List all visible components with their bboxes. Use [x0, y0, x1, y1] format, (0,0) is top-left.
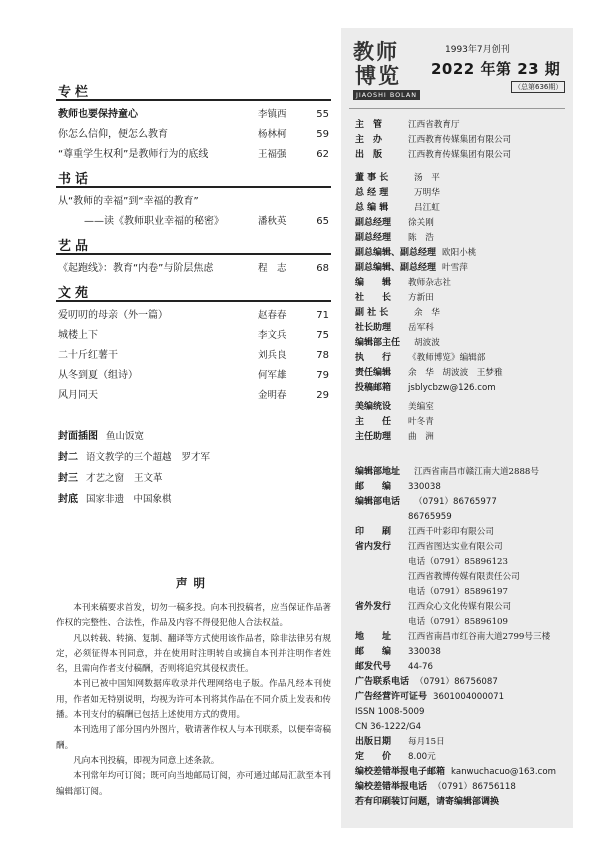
info-row: [355, 201, 570, 216]
cover-credit-name: 王文革: [134, 473, 163, 484]
cover-key: 封三: [58, 473, 78, 484]
info-value: 江西千叶彩印有限公司: [408, 527, 494, 537]
info-value: 美编室: [408, 402, 434, 412]
info-label: 副总经理: [355, 218, 392, 228]
info-value: 江西省教博传媒有限责任公司: [408, 572, 520, 582]
info-row: [355, 351, 570, 366]
info-row: [355, 430, 570, 445]
article-page: 29: [316, 390, 329, 401]
info-row: [355, 118, 570, 133]
info-row: [355, 133, 570, 148]
logo-line-1: 教师: [353, 40, 399, 64]
info-row: [355, 465, 570, 480]
section-heading: [56, 169, 331, 185]
info-row: [355, 381, 570, 396]
info-label: 邮 编: [355, 647, 392, 657]
table-of-contents: [56, 80, 331, 510]
info-value: 陈 浩: [408, 233, 434, 243]
section-heading: [56, 236, 331, 252]
cover-credit-row: [56, 447, 331, 468]
toc-entry[interactable]: [56, 212, 331, 232]
article-title: 爱叨叨的母亲（外一篇）: [58, 310, 168, 321]
article-title: ——读《教师职业幸福的秘密》: [84, 216, 224, 227]
section-heading: [56, 283, 331, 299]
info-label: 主 办: [355, 135, 383, 145]
info-value: 江西教育传媒集团有限公司: [408, 135, 512, 145]
info-value: 330038: [408, 482, 441, 492]
toc-entry[interactable]: [56, 125, 331, 145]
article-page: 68: [316, 263, 329, 274]
info-value: 胡波波: [414, 338, 440, 348]
info-label: 编校差错举报电话: [355, 782, 428, 792]
info-value: 汤 平: [414, 173, 440, 183]
cover-credit-row: [56, 468, 331, 489]
article-page: 55: [316, 109, 329, 120]
section-title: 书话: [58, 171, 93, 187]
info-row: [355, 660, 570, 675]
info-row: [355, 400, 570, 415]
article-title: 《起跑线》：教育“内卷”与阶层焦虑: [58, 263, 214, 274]
info-row: [355, 306, 570, 321]
info-label: 广告联系电话: [355, 677, 410, 687]
total-issue: （总第636期）: [511, 81, 565, 93]
article-title: 教师也要保持童心: [58, 109, 138, 120]
info-label: 编辑部主任: [355, 338, 401, 348]
info-value: 余 华: [414, 308, 440, 318]
info-row: [355, 276, 570, 291]
info-label: 省外发行: [355, 602, 392, 612]
article-author: 李镇西: [258, 109, 287, 120]
info-row: [355, 690, 570, 705]
info-value: 曲 洲: [408, 432, 434, 442]
info-value: 3601004000071: [433, 692, 505, 702]
info-row: [355, 216, 570, 231]
cover-credits: [56, 426, 331, 510]
info-row: [355, 735, 570, 750]
info-value: 江西省南昌市赣江南大道2888号: [414, 467, 539, 477]
info-value: 江西省图达实业有限公司: [408, 542, 503, 552]
info-value: jsblycbzw@126.com: [408, 383, 496, 393]
info-value: （0791）86765977: [414, 497, 497, 507]
cover-value: 鱼山饭宽: [106, 431, 145, 442]
info-label: 出版日期: [355, 737, 392, 747]
declaration-paragraph: 本刊选用了部分国内外图片，敬请著作权人与本刊联系，以便奉寄稿酬。: [56, 725, 332, 751]
info-label: 总 编 辑: [355, 203, 389, 213]
info-label: 社长助理: [355, 323, 392, 333]
info-value: 电话（0791）85896109: [408, 617, 508, 627]
info-row: [355, 645, 570, 660]
info-row: [355, 321, 570, 336]
info-row: [355, 525, 570, 540]
info-label: 副总编辑、副总经理: [355, 248, 437, 258]
cover-value: 语文教学的三个超越: [86, 452, 172, 463]
article-author: 赵春春: [258, 310, 287, 321]
article-page: 65: [316, 216, 329, 227]
article-page: 59: [316, 129, 329, 140]
article-author: 潘秋英: [258, 216, 287, 227]
info-value: 徐关刚: [408, 218, 434, 228]
logo-english: JIAOSHI BOLAN: [353, 90, 420, 100]
section-rule: [56, 253, 331, 255]
info-label: 省内发行: [355, 542, 392, 552]
info-label: 定 价: [355, 752, 392, 762]
banner-divider: [349, 108, 565, 109]
info-row: [355, 555, 570, 570]
article-title: 二十斤红薯干: [58, 350, 118, 361]
declaration-title: 声明: [176, 576, 211, 590]
info-label: 主 任: [355, 417, 392, 427]
info-label: 编 辑: [355, 278, 392, 288]
info-label: 邮发代号: [355, 662, 392, 672]
masthead-panel: [341, 28, 573, 828]
toc-entry[interactable]: [56, 386, 331, 406]
info-row: [355, 495, 570, 510]
info-text: ISSN 1008-5009: [355, 707, 425, 717]
info-row: [355, 415, 570, 430]
info-group: [355, 171, 570, 276]
info-value: （0791）86756118: [433, 782, 516, 792]
cover-key: 封底: [58, 494, 78, 505]
declaration-paragraph: 本刊来稿要求首发，切勿一稿多投。向本刊投稿者，应当保证作品著作权的完整性、合法性，作品及内容不得侵犯他人合法权益。: [56, 603, 332, 629]
article-title: 你怎么信仰，便怎么教育: [58, 129, 168, 140]
info-value: 44-76: [408, 662, 433, 672]
info-value: 岳军科: [408, 323, 434, 333]
info-group: [355, 118, 570, 163]
cover-key: 封面插图: [58, 431, 98, 442]
toc-entry[interactable]: [56, 145, 331, 165]
info-row: [355, 186, 570, 201]
info-label: 主任助理: [355, 432, 392, 442]
info-label: 投稿邮箱: [355, 383, 392, 393]
info-value: 每月15日: [408, 737, 445, 747]
info-label: 邮 编: [355, 482, 392, 492]
article-title: 从冬到夏（组诗）: [58, 370, 138, 381]
info-row: [355, 148, 570, 163]
info-row: [355, 570, 570, 585]
info-label: 广告经营许可证号: [355, 692, 428, 702]
declaration-paragraph: 本刊常年均可订阅；既可向当地邮局订阅，亦可通过邮局汇款至本刊编辑部订阅。: [56, 771, 332, 797]
magazine-logo: [353, 40, 423, 106]
section-rule: [56, 300, 331, 302]
info-value: kanwuchacuo@163.com: [451, 767, 556, 777]
info-value: 欧阳小桃: [442, 248, 477, 258]
cover-value: 才艺之窗: [86, 473, 125, 484]
toc-entry[interactable]: [56, 306, 331, 326]
info-label: 出 版: [355, 150, 383, 160]
info-label: 副 社 长: [355, 308, 389, 318]
info-row: [355, 510, 570, 525]
info-row: [355, 600, 570, 615]
article-page: 62: [316, 149, 329, 160]
info-row: [355, 246, 570, 261]
info-row: [355, 366, 570, 381]
article-page: 71: [316, 310, 329, 321]
info-row: [355, 780, 570, 795]
info-value: 叶雪萍: [442, 263, 468, 273]
article-title: 风月同天: [58, 390, 98, 401]
info-label: 美编统设: [355, 402, 392, 412]
info-value: 万明华: [414, 188, 440, 198]
section-title: 艺品: [58, 238, 93, 254]
info-label: 主 管: [355, 120, 383, 130]
info-value: 330038: [408, 647, 441, 657]
article-author: 金明春: [258, 390, 287, 401]
article-title: 从“教师的幸福”到“幸福的教育”: [58, 196, 199, 207]
info-label: 印 刷: [355, 527, 392, 537]
info-value: 方新田: [408, 293, 434, 303]
article-page: 78: [316, 350, 329, 361]
info-label: 执 行: [355, 353, 392, 363]
info-label: 董 事 长: [355, 173, 389, 183]
info-text: CN 36-1222/G4: [355, 722, 422, 732]
article-title: 城楼上下: [58, 330, 98, 341]
info-label: 副总经理: [355, 233, 392, 243]
declaration-paragraph: 凡向本刊投稿，即视为同意上述条款。: [73, 755, 220, 766]
info-value: 江西省南昌市红谷南大道2799号三楼: [408, 632, 551, 642]
info-row: [355, 171, 570, 186]
declaration-body: [56, 601, 331, 800]
info-value: 叶冬青: [408, 417, 434, 427]
info-text: 若有印刷装订问题，请寄编辑部调换: [355, 797, 500, 807]
info-group: [355, 276, 570, 396]
cover-credit-row: [56, 489, 331, 510]
info-label: 社 长: [355, 293, 392, 303]
cover-key: 封二: [58, 452, 78, 463]
info-value: 电话（0791）85896123: [408, 557, 508, 567]
info-label: 编校差错举报电子邮箱: [355, 767, 446, 777]
article-page: 79: [316, 370, 329, 381]
info-row: [355, 705, 570, 720]
article-author: 刘兵良: [258, 350, 287, 361]
info-row: [355, 480, 570, 495]
info-row: [355, 675, 570, 690]
info-value: 吕江虹: [414, 203, 440, 213]
info-value: 8.00元: [408, 752, 436, 762]
info-row: [355, 720, 570, 735]
info-row: [355, 630, 570, 645]
founded-date: 1993年7月创刊: [445, 45, 510, 55]
article-page: 75: [316, 330, 329, 341]
info-value: 教师杂志社: [408, 278, 451, 288]
info-value: 《教师博览》编辑部: [408, 353, 486, 363]
toc-entry[interactable]: [56, 346, 331, 366]
declaration-paragraph: 凡以转载、转摘、复制、翻译等方式使用该作品者，除非法律另有规定，必须征得本刊同意，并在使用时注明转自或摘自本刊并注明作者姓名，且需向作者支付稿酬，否则将追究其侵权责任。: [56, 633, 332, 675]
article-author: 何军雄: [258, 370, 287, 381]
section-title: 专栏: [58, 84, 93, 100]
toc-entry[interactable]: [56, 259, 331, 279]
info-row: [355, 231, 570, 246]
info-label: 编辑部地址: [355, 467, 401, 477]
info-label: 地 址: [355, 632, 392, 642]
info-label: 责任编辑: [355, 368, 392, 378]
masthead-banner: [349, 38, 565, 108]
info-group: [355, 400, 570, 445]
info-value: 86765959: [408, 512, 452, 522]
info-row: [355, 540, 570, 555]
info-row: [355, 261, 570, 276]
article-author: 程 志: [258, 263, 287, 274]
info-group: [355, 465, 570, 810]
cover-credit-name: 罗才军: [181, 452, 211, 463]
toc-entry[interactable]: [56, 192, 331, 212]
info-value: 江西教育传媒集团有限公司: [408, 150, 512, 160]
info-row: [355, 336, 570, 351]
declaration-paragraph: 本刊已被中国知网数据库收录并代理网络电子版。作品凡经本刊使用，作者如无特别说明，均视为许可本刊将其作品在不同介质上发表和传播。本刊支付的稿酬已包括上述使用方式的费用。: [56, 679, 332, 721]
info-value: 余 华 胡波波 王梦雅: [408, 368, 503, 378]
info-label: 编辑部电话: [355, 497, 401, 507]
toc-entry[interactable]: [56, 105, 331, 125]
info-row: [355, 291, 570, 306]
logo-line-2: 博览: [355, 64, 401, 88]
info-row: [355, 585, 570, 600]
info-value: 江西省教育厅: [408, 120, 460, 130]
info-value: 江西众心文化传媒有限公司: [408, 602, 512, 612]
info-row: [355, 765, 570, 780]
info-value: （0791）86756087: [415, 677, 498, 687]
article-author: 王福强: [258, 149, 287, 160]
declaration: [56, 575, 331, 800]
article-title: “尊重学生权利”是教师行为的底线: [58, 149, 209, 160]
article-author: 杨林柯: [258, 129, 287, 140]
cover-value: 国家非遗 中国象棋: [86, 494, 172, 505]
info-label: 副总编辑、副总经理: [355, 263, 437, 273]
section-title: 文苑: [58, 285, 93, 301]
info-row: [355, 615, 570, 630]
toc-entry[interactable]: [56, 326, 331, 346]
info-label: 总 经 理: [355, 188, 389, 198]
section-heading: [56, 82, 331, 98]
section-rule: [56, 186, 331, 188]
section-rule: [56, 99, 331, 101]
article-author: 李文兵: [258, 330, 287, 341]
issue-number: 2022 年第 23 期: [431, 60, 561, 78]
info-row: [355, 795, 570, 810]
cover-credit-row: [56, 426, 331, 447]
info-row: [355, 750, 570, 765]
toc-entry[interactable]: [56, 366, 331, 386]
info-value: 电话（0791）85896197: [408, 587, 508, 597]
